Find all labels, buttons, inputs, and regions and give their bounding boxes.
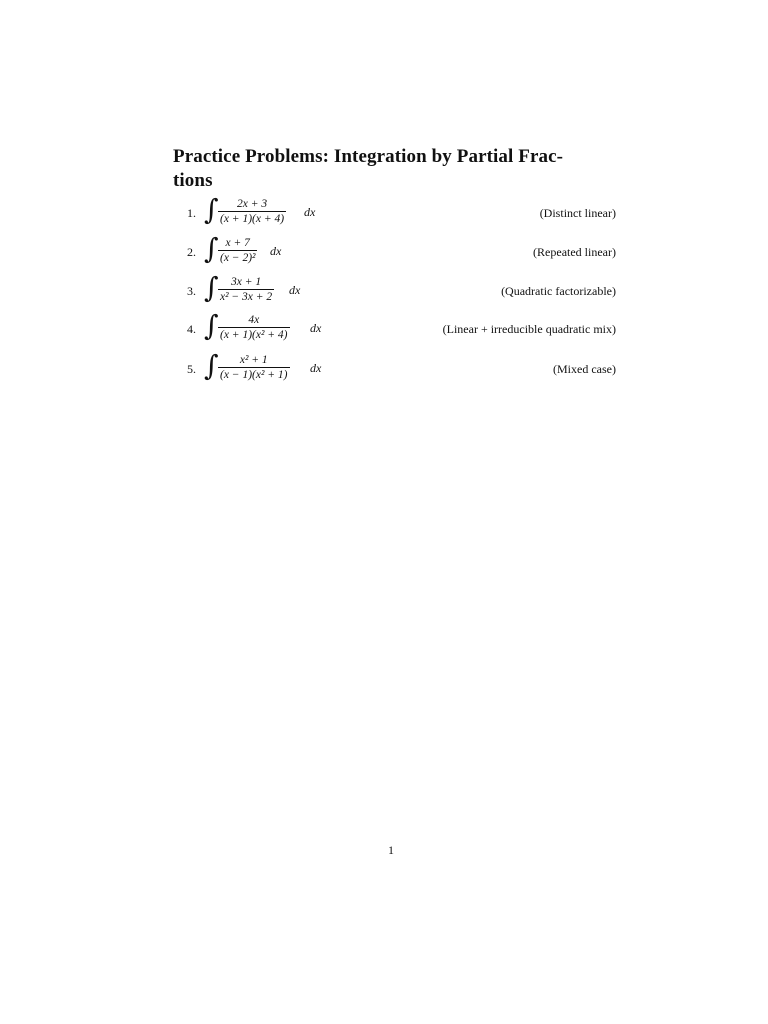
fraction-numerator: x + 7: [218, 236, 257, 251]
differential: dx: [270, 244, 282, 258]
problem-number: 1.: [187, 206, 196, 220]
problem-category: (Linear + irreducible quadratic mix): [442, 322, 616, 336]
fraction-denominator: (x − 1)(x² + 1): [220, 369, 288, 381]
problem-number: 3.: [187, 284, 196, 298]
problem-category: (Repeated linear): [533, 245, 616, 259]
page-title-line-1: Practice Problems: Integration by Partial Frac-: [173, 146, 564, 167]
integral-symbol: ∫: [204, 271, 219, 304]
problem-number: 4.: [187, 322, 196, 336]
page-title-line-2: tions: [173, 170, 213, 191]
problem-item: [173, 349, 616, 387]
fraction-denominator: (x + 1)(x + 4): [220, 213, 285, 225]
fraction: [219, 353, 289, 382]
problem-item: [173, 309, 616, 347]
problem-category: (Quadratic factorizable): [501, 284, 616, 298]
fraction: [219, 275, 273, 304]
problem-category: (Mixed case): [553, 362, 616, 376]
integral-symbol: ∫: [204, 309, 219, 342]
problem-item: [173, 232, 616, 270]
differential: dx: [289, 283, 301, 297]
integral-symbol: ∫: [204, 193, 219, 226]
fraction-numerator: 2x + 3: [218, 197, 286, 212]
problem-number: 5.: [187, 362, 196, 376]
page-number: 1: [388, 843, 394, 857]
fraction-denominator: (x + 1)(x² + 4): [220, 329, 288, 341]
fraction: [219, 313, 289, 342]
page-title: [173, 145, 623, 193]
differential: dx: [310, 321, 322, 335]
integral-symbol: ∫: [204, 232, 219, 265]
problem-item: [173, 193, 616, 231]
fraction-numerator: 4x: [218, 313, 290, 328]
differential: dx: [304, 205, 316, 219]
fraction: [219, 197, 285, 226]
fraction-denominator: x² − 3x + 2: [220, 291, 273, 303]
fraction-denominator: (x − 2)²: [220, 252, 256, 264]
fraction: [219, 236, 256, 265]
problem-number: 2.: [187, 245, 196, 259]
fraction-numerator: 3x + 1: [218, 275, 274, 290]
integral-symbol: ∫: [204, 349, 219, 382]
fraction-numerator: x² + 1: [218, 353, 290, 368]
problem-category: (Distinct linear): [539, 206, 616, 220]
differential: dx: [310, 361, 322, 375]
problem-item: [173, 271, 616, 309]
